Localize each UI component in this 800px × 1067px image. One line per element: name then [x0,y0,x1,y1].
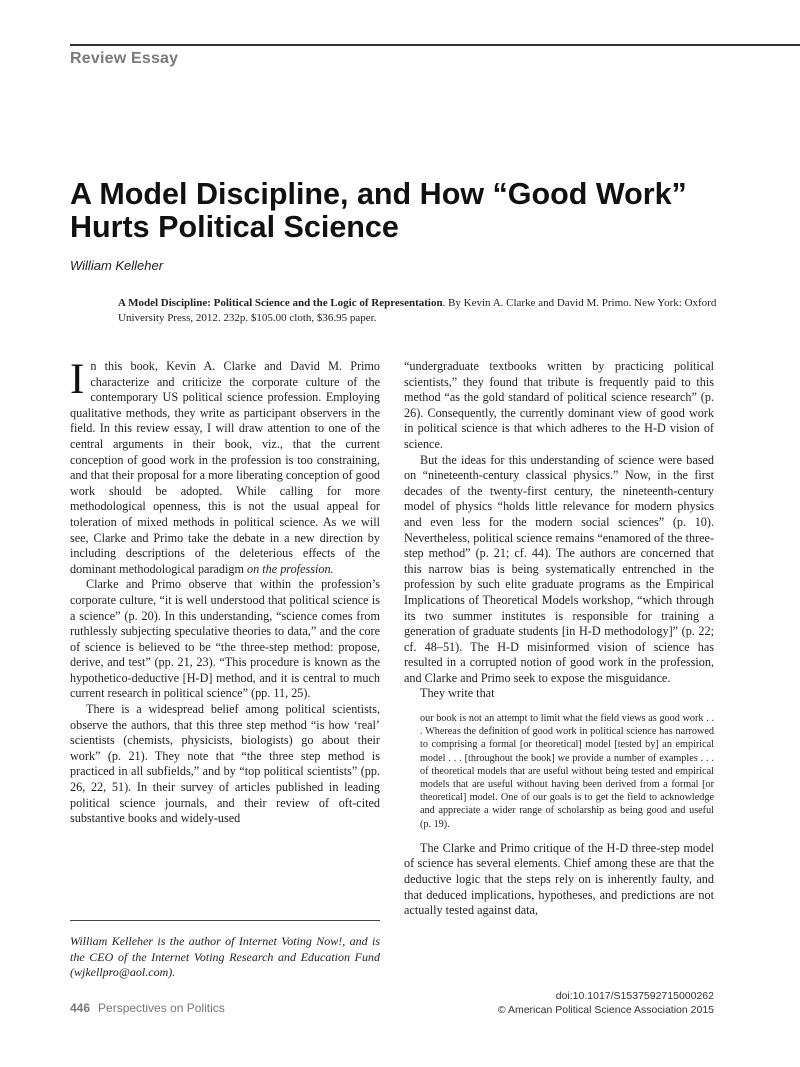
paragraph: The Clarke and Primo critique of the H-D three-step model of science has several elements. Chief among these are that the deductive logic that the steps rely on is inherently faulty, and that deduced implications, hypotheses, and predictions are not actually tested against data, [404,840,714,918]
page-footer [70,1001,225,1015]
section-label: Review Essay [70,50,179,67]
article-title: A Model Discipline, and How “Good Work” Hurts Political Science [70,177,687,244]
paragraph [70,356,381,577]
paragraph: Clarke and Primo observe that within the profession’s corporate culture, “it is well understood that political science is a science” (p. 20). In this understanding, “science comes from ruthlessly subjecting speculative theories to data,” and the core of science is believed to be “the three-step method: propose, derive, and test” (pp. 21, 23). “This procedure is known as the hypothetico-deductive [H-D] method, and it is central to much current research in political science” (pp. 11, 25). [70,577,380,701]
paragraph: There is a widespread belief among political scientists, observe the authors, that this three step method “is how ‘real’ scientists (chemists, physicists, biologists) go about their work” (p. 21). They note that “the three step method is practiced in all subfields,” and by “top political scientists” (pp. 26, 22, 51). In their survey of articles published in leading political science journals, and their review of oft-cited substantive books and widely-used [70,702,380,826]
block-quote: our book is not an attempt to limit what the field views as good work . . . Whereas the definition of good work in political science has narrowed to comprising a formal [or theoretical] model [tested by] an empirical model . . . [throughout the book] we provide a number of examples . . . of theoretical models that are useful without being tested and empirical models that are useful without having been derived from a formal [or theoretical] model. One of our goals is to get the field to acknowledge and appreciate a wider range of scholarship as being good and useful (p. 19). [420,713,714,830]
book-details: . By Kevin A. Clarke and David M. Primo. New York: Oxford University Press, 2012. 232p. $105.00 cloth, $36.95 paper. [118,297,717,324]
left-column [70,356,381,827]
article-author: William Kelleher [70,258,164,273]
right-column [404,359,714,919]
paragraph-emphasis: on the profession. [247,561,334,576]
book-reference [118,296,718,326]
paragraph: “undergraduate textbooks written by practicing political scientists,” they found that tribute is frequently paid to this method “as the gold standard of political science research” (p. 26). Consequently, the currently dominant view of good work in political science is that which adheres to the H-D vision of science. [404,359,714,451]
journal-name: Perspectives on Politics [98,1001,225,1015]
drop-cap: I [70,356,85,403]
paragraph: But the ideas for this understanding of science were based on “nineteenth-century classical physics.” Now, in the first decades of the twenty-first century, the nineteenth-century model of physics “holds little relevance for modern physics and even less for the modern social sciences” (p. 10). Nevertheless, political science remains “enamored of the three-step method” (p. 21; cf. 44). The authors are concerned that this narrow bias is being systematically entrenched in the profession by such elite graduate programs as the Empirical Implications of Theoretical Models workshop, “which through its two summer institutes is responsible for training a generation of graduate students [in H-D methodology]” (p. 22; cf. 48–51). The H-D misinformed vision of science has resulted in a corrupted notion of good work in the profession, and Clarke and Primo seek to expose the misguidance. [404,452,714,685]
doi-block [498,989,714,1017]
paragraph-text: n this book, Kevin A. Clarke and David M. Primo characterize and criticize the corporate culture of the contemporary US political science profession. Employing qualitative methods, they write as participant observers in the field. In this review essay, I will draw attention to one of the central arguments in their book, viz., that the current conception of good work in the profession is too constraining, and that their proposal for a more liberating conception of good work should be adopted. While calling for more methodological openness, this is not the usual appeal for toleration of mixed methods in political science. As we will see, Clarke and Primo take the debate in a new direction by including descriptions of the deleterious effects of the dominant methodological paradigm [70,359,381,576]
paragraph: They write that [420,686,495,701]
book-title: A Model Discipline: Political Science and the Logic of Representation [118,297,443,309]
page-number: 446 [70,1001,91,1015]
footnote-rule [70,920,380,921]
header-rule [70,44,800,46]
copyright-notice: © American Political Science Association 2015 [497,1004,714,1016]
author-footnote: William Kelleher is the author of Internet Voting Now!, and is the CEO of the Internet Voting Research and Education Fund (wjkellpro@aol.com). [70,934,380,980]
doi-link[interactable]: doi:10.1017/S1537592715000262 [555,990,714,1002]
